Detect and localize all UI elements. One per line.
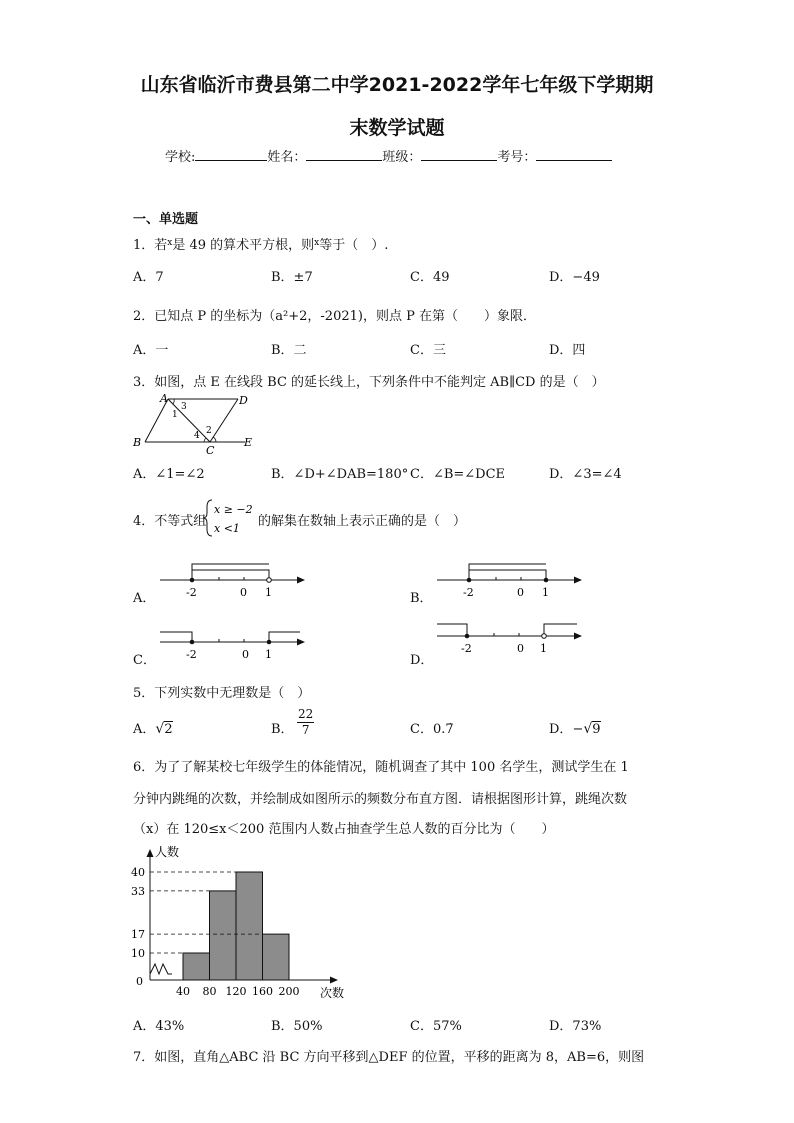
- tick-label: 1: [265, 648, 272, 661]
- q5-option-a[interactable]: [133, 718, 173, 737]
- q5-b-prefix: B．: [271, 722, 294, 737]
- q5-d-prefix: D．: [549, 722, 573, 737]
- page-title-line2: 末数学试题: [349, 117, 445, 139]
- q4-option-c-label[interactable]: C．: [133, 653, 156, 668]
- number-blank[interactable]: [536, 148, 612, 161]
- arrow-icon: [574, 577, 582, 584]
- closed-dot: [467, 578, 472, 583]
- histogram-bar: [263, 934, 290, 980]
- histogram-bars: [150, 872, 289, 980]
- q4-option-d-label[interactable]: D．: [410, 653, 434, 668]
- q4-option-b-numberline[interactable]: [432, 558, 592, 606]
- label-angle-1: 1: [172, 410, 178, 420]
- name-label: 姓名：: [267, 150, 307, 165]
- q5-b-numerator: 22: [298, 707, 314, 721]
- q3-parallelogram-figure: [130, 390, 260, 456]
- arrow-icon: [297, 639, 305, 646]
- q4-system-brace: [202, 497, 262, 539]
- tick-label: 1: [265, 586, 272, 599]
- q4-option-a-label[interactable]: A．: [133, 591, 156, 606]
- q3-option-c[interactable]: C．∠B=∠DCE: [410, 467, 506, 482]
- closed-dot: [544, 578, 549, 583]
- q5-c-prefix: C．: [410, 722, 433, 737]
- question-4-intro: 4．不等式组: [133, 514, 207, 529]
- q5-b-fraction: [297, 707, 314, 738]
- q1-option-b[interactable]: B．±7: [271, 270, 313, 285]
- number-label: 考号：: [497, 150, 537, 165]
- brace-icon: [203, 500, 212, 536]
- tick-label: 0: [517, 586, 524, 599]
- line-ac: [168, 399, 210, 442]
- axis-break-icon: [150, 964, 172, 974]
- school-label: 学校:: [165, 150, 196, 165]
- label-a: A: [160, 392, 168, 405]
- open-dot: [267, 578, 272, 583]
- q6-option-b[interactable]: B．50%: [271, 1019, 323, 1034]
- school-blank[interactable]: [195, 148, 267, 161]
- y-axis-arrow-icon: [147, 849, 154, 857]
- x-axis-arrow-icon: [330, 977, 338, 984]
- tick-label: -2: [461, 642, 472, 655]
- question-7: 7．如图，直角△ABC 沿 BC 方向平移到△DEF 的位置，平移的距离为 8，AB=6，则图: [133, 1050, 645, 1065]
- q2-option-c[interactable]: C．三: [410, 343, 446, 358]
- x-tick-label: 80: [202, 985, 217, 998]
- class-label: 班级：: [382, 150, 422, 165]
- question-3: 3．如图，点 E 在线段 BC 的延长线上，下列条件中不能判定 AB∥CD 的是（ ）: [133, 375, 605, 390]
- q4-option-a-numberline[interactable]: [155, 558, 315, 606]
- closed-dot: [465, 634, 470, 639]
- label-e: E: [244, 436, 253, 449]
- y-tick-0: 0: [136, 975, 143, 988]
- q5-b-denominator: 7: [301, 723, 310, 737]
- sqrt-icon: √: [583, 721, 593, 737]
- name-blank[interactable]: [306, 148, 382, 161]
- arrow-icon: [297, 577, 305, 584]
- question-4-rest: 的解集在数轴上表示正确的是（ ）: [258, 514, 467, 529]
- class-blank[interactable]: [421, 148, 497, 161]
- tick-label: 0: [240, 586, 247, 599]
- open-dot: [542, 634, 547, 639]
- page-title-line1: 山东省临沂市费县第二中学2021-2022学年七年级下学期期: [140, 74, 654, 96]
- question-6-line2: 分钟内跳绳的次数，并绘制成如图所示的频数分布直方图．请根据图形计算，跳绳次数: [133, 792, 628, 807]
- question-5: 5．下列实数中无理数是（ ）: [133, 686, 311, 701]
- y-tick-label: 33: [131, 884, 145, 898]
- q5-a-prefix: A．: [133, 722, 156, 737]
- tick-label: -2: [186, 586, 197, 599]
- q5-d-radicand: 9: [592, 722, 601, 737]
- q4-option-d-numberline[interactable]: [432, 614, 592, 662]
- question-6-line1: 6．为了了解某校七年级学生的体能情况，随机调查了其中 100 名学生，测试学生在 1: [133, 760, 629, 775]
- q4-ineq2: x <1: [214, 522, 240, 535]
- q6-option-a[interactable]: A．43%: [133, 1019, 185, 1034]
- label-c: C: [206, 444, 215, 456]
- sqrt-icon: √: [155, 721, 165, 737]
- q6-option-c[interactable]: C．57%: [410, 1019, 462, 1034]
- closed-dot: [190, 578, 195, 583]
- label-b: B: [133, 436, 142, 449]
- section-heading: 一、单选题: [133, 212, 199, 227]
- y-axis-label: 人数: [155, 845, 180, 859]
- q5-option-c[interactable]: [410, 718, 454, 737]
- q4-option-c-numberline[interactable]: [155, 620, 315, 668]
- arrow-icon: [574, 633, 582, 640]
- y-tick-label: 17: [131, 928, 145, 942]
- info-fields: [165, 146, 612, 165]
- x-tick-label: 200: [278, 985, 300, 998]
- q3-option-a[interactable]: A．∠1=∠2: [133, 467, 205, 482]
- label-angle-3: 3: [181, 402, 187, 412]
- q2-option-d[interactable]: D．四: [549, 343, 586, 358]
- arc-2: [213, 437, 216, 442]
- tick-label: 0: [517, 642, 524, 655]
- q1-option-c[interactable]: C．49: [410, 270, 450, 285]
- histogram-bar: [236, 872, 263, 980]
- x-tick-label: 40: [176, 985, 190, 998]
- q2-option-b[interactable]: B．二: [271, 343, 307, 358]
- q1-option-a[interactable]: A．7: [133, 270, 164, 285]
- tick-label: -2: [463, 586, 474, 599]
- arc-4: [204, 438, 206, 442]
- line-dc: [210, 399, 238, 442]
- q5-option-b[interactable]: [271, 718, 294, 737]
- line-ab: [145, 399, 168, 442]
- tick-label: 1: [542, 586, 549, 599]
- arc-3: [173, 399, 174, 404]
- x-axis-label: 次数: [320, 986, 345, 1000]
- tick-label: -2: [186, 648, 197, 661]
- q2-option-a[interactable]: A．一: [133, 343, 169, 358]
- x-tick-label: 120: [225, 985, 247, 998]
- q1-text-b: 是 49 的算术平方根，则: [172, 238, 315, 253]
- tick-label: 1: [540, 642, 547, 655]
- question-6-line3: （x）在 120≤x＜200 范围内人数占抽查学生总人数的百分比为（ ）: [133, 822, 555, 837]
- frequency-histogram: [128, 840, 368, 1002]
- q4-ineq1: x ≥ −2: [214, 503, 253, 516]
- label-angle-2: 2: [206, 426, 212, 436]
- tick-label: 0: [242, 648, 249, 661]
- q5-a-radicand: 2: [164, 722, 173, 737]
- q5-option-d[interactable]: [549, 718, 601, 737]
- label-d: D: [239, 394, 248, 407]
- q6-option-d[interactable]: D．73%: [549, 1019, 602, 1034]
- q5-d-sign: −: [572, 722, 584, 737]
- q3-option-b[interactable]: B．∠D+∠DAB=180°: [271, 467, 409, 482]
- y-tick-label: 10: [131, 947, 145, 960]
- q5-c-value: 0.7̇: [432, 722, 454, 737]
- histogram-bar: [183, 953, 210, 980]
- closed-dot: [190, 640, 195, 645]
- q1-var2: x: [314, 238, 320, 248]
- y-tick-label: 40: [131, 866, 145, 879]
- q1-option-d[interactable]: D．−49: [549, 270, 600, 285]
- q1-text-c: 等于（ ）.: [319, 238, 389, 253]
- question-1: [133, 234, 388, 253]
- q3-option-d[interactable]: D．∠3=∠4: [549, 467, 622, 482]
- question-2: 2．已知点 P 的坐标为（a²+2，-2021)，则点 P 在第（ ）象限．: [133, 309, 536, 324]
- q1-text-a: 1．若: [133, 238, 168, 253]
- label-angle-4: 4: [194, 431, 200, 441]
- x-tick-label: 160: [252, 985, 273, 998]
- histogram-bar: [210, 891, 237, 980]
- q1-var: x: [167, 238, 173, 248]
- q4-option-b-label[interactable]: B．: [410, 591, 433, 606]
- closed-dot: [267, 640, 272, 645]
